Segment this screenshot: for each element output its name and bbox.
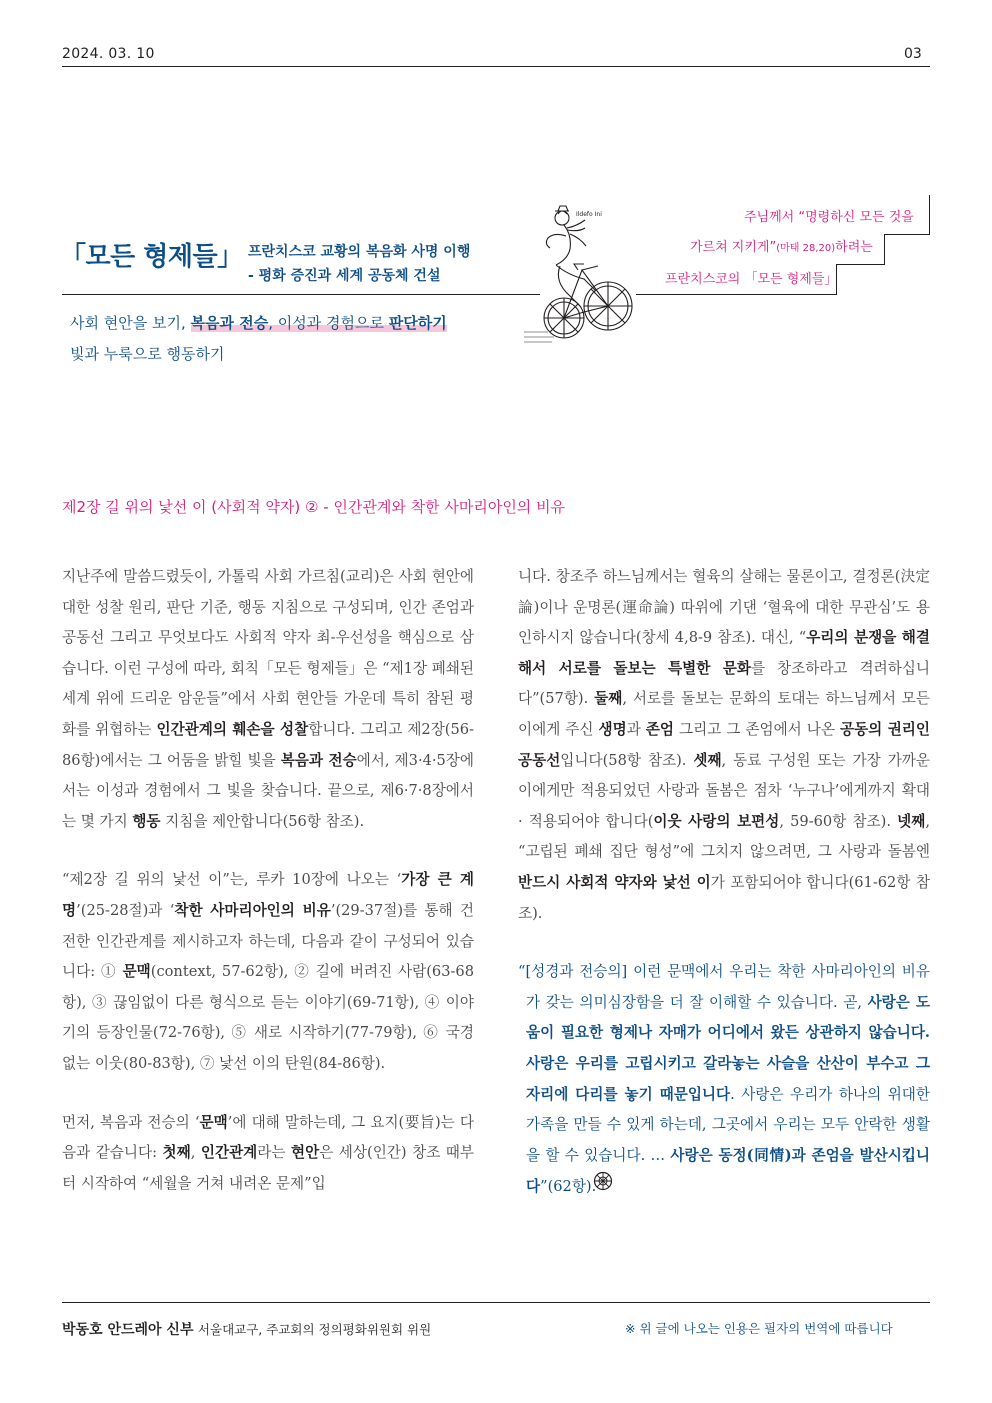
body-text: 라는 [257,1144,291,1162]
step-text-1: 주님께서 “명령하신 모든 것을 [744,210,914,225]
approach-see: 사회 현안을 보기, [70,314,191,332]
body-text: , 59-60항 참조). [779,812,898,830]
approach-line-2: 빛과 누룩으로 행동하기 [70,345,225,363]
subtitle-line-1: 프란치스코 교황의 복음화 사명 이행 [248,244,471,260]
approach-line-1 [70,312,447,333]
body-text: 은 세상(인간) 창조 때부터 시작하여 “세월을 거쳐 내려온 문제”입 [62,1144,475,1192]
body-text: ’(29-37절)를 통해 건전한 인간관계를 제시하고자 하는데, 다음과 같이 구성되어 있습니다: ① [62,901,474,981]
emphasis-text: 문맥 [122,963,151,981]
body-text: “제2장 길 위의 낯선 이”는, 루카 10장에 나오는 ‘ [62,871,402,889]
approach-reason: , 이성과 경험으로 [268,314,389,332]
emphasis-text: 이웃 사랑의 보편성 [653,812,780,830]
body-text: “[성경과 전승의] 이런 문맥에서 우리는 착한 사마리아인의 비유가 갖는 의미심장함을 더 잘 이해할 수 있습니다. 곧, [518,963,930,1011]
translation-note: ※ 위 글에 나오는 인용은 필자의 번역에 따릅니다 [625,1321,893,1336]
body-text: 가 포함되어야 합니다(61-62항 참조). [518,873,930,922]
body-text: ’에 대해 말하는데, 그 요지(要旨)는 다음과 같습니다: [62,1113,474,1162]
left-column [62,562,474,1199]
emphasis-text: 사랑은 동정(同情)과 존엄을 발산시킵니다 [526,1146,930,1196]
body-text: 입니다(58항 참조). [560,751,694,769]
quote-text [518,963,930,1195]
header-rule [62,66,930,67]
emphasis-text: 반드시 사회적 약자와 낯선 이 [518,873,711,891]
step-text-3: 프란치스코의 「모든 형제들」 [665,272,838,287]
body-text: 에서, 제3·4·5장에서는 이성과 경험에서 그 빛을 찾습니다. 끝으로, 제6·7·8장에서는 몇 가지 [62,751,474,830]
series-title: 「모든 형제들」 [60,242,243,272]
illustration-caption: Ildefo Ini [576,211,602,218]
body-text: ’(25-28절)과 ‘ [76,901,175,919]
cyclist-illustration [520,200,640,360]
left-paragraph-3 [62,1108,474,1200]
masthead-rule [62,294,540,295]
emphasis-text: 착한 사마리아인의 비유 [174,901,331,919]
encyclical-quote [518,957,930,1203]
emphasis-text: 복음과 전승 [280,751,357,769]
body-text: 먼저, 복음과 전승의 ‘ [62,1113,200,1131]
body-text: (context, 57-62항), ② 길에 버려진 사람(63-68항), ③ 끊임없이 다른 형식으로 듣는 이야기(69-71항), ④ 이야기의 등장인물(72-76항), ⑤ 새로 시작하기(77-79항), ⑥ 국경 없는 이웃(80-83항), ⑦ 낯선 이의 탄원(84-86항). [62,963,474,1072]
step-text-2-end: 하려는 [835,240,873,255]
step-line [884,234,930,235]
author-credit [62,1319,431,1339]
right-column [518,562,930,1203]
footer-rule [62,1302,930,1303]
cross-icon [601,1171,613,1203]
emphasis-text: 사랑은 도움이 필요한 형제나 자매가 어디에서 왔든 상관하지 않습니다. 사랑은 우리를 고립시키고 갈라놓는 사슬을 산산이 부수고 그 자리에 다리를 놓기 때문입니다 [526,993,930,1103]
step-line [836,264,884,265]
issue-date: 2024. 03. 10 [62,46,155,62]
emphasis-text: 생명 [598,720,627,738]
approach-gospel: 복음과 전승 [190,314,269,332]
emphasis-text: 문맥 [199,1113,228,1131]
chapter-title: 제2장 길 위의 낯선 이 (사회적 약자) ② - 인간관계와 착한 사마리아인의 비유 [62,498,566,516]
body-text: 그리고 그 존엄에서 나온 [674,720,840,738]
emphasis-text: 가장 큰 계명 [62,871,474,919]
subtitle-line-2: - 평화 증진과 세계 공동체 건설 [248,268,441,284]
emphasis-text: 공동의 권리인 공동선 [518,720,930,769]
emphasis-text: 인간관계의 훼손을 성찰 [156,720,309,738]
emphasis-text: 넷째 [897,812,926,830]
step-line [884,234,885,265]
emphasis-text: 둘째 [594,690,623,708]
series-subtitle [248,240,470,288]
left-paragraph-2 [62,865,474,1079]
step-text-2-ref: (마태 28,20) [776,243,836,254]
body-text: , “고립된 폐쇄 집단 형성”에 그치지 않으려면, 그 사랑과 돌봄엔 [518,812,930,861]
emphasis-text: 현안 [291,1144,320,1162]
body-text: 지침을 제안합니다(56항 참조). [160,812,365,830]
body-text: , 동료 구성원 또는 가장 가까운 이에게만 적용되었던 사랑과 돌봄은 점차 ‘누구나’에게까지 확대 · 적용되어야 합니다( [518,751,930,830]
step-text-2 [690,236,873,255]
emphasis-text: 존엄 [645,720,674,738]
body-text: . 사랑은 우리가 하나의 위대한 가족을 만들 수 있게 하는데, 그곳에서 우리는 모두 안락한 생활을 할 수 있습니다. … [526,1085,930,1164]
masthead-rule-right [636,294,836,295]
emphasis-text: 셋째 [693,751,722,769]
body-text: 과 [626,720,646,738]
body-text: 를 창조하라고 격려하십니다”(57항). [518,659,931,708]
author-role: 서울대교구, 주교회의 정의평화위원회 위원 [197,1322,432,1337]
bicycle-icon [520,200,640,360]
emphasis-text: 행동 [132,812,161,830]
step-text-2-main: 가르쳐 지키게” [690,240,777,255]
emphasis-text: 우리의 분쟁을 해결해서 서로를 돌보는 특별한 문화 [518,629,930,677]
body-text: , 서로를 돌보는 문화의 토대는 하느님께서 모든 이에게 주신 [518,690,930,738]
body-text: , [190,1144,201,1162]
body-text: ”(62항). [540,1178,597,1196]
approach-judge: 판단하기 [388,314,447,332]
author-name: 박동호 안드레아 신부 [62,1322,194,1338]
page-number: 03 [904,46,922,62]
body-text: 니다. 창조주 하느님께서는 혈육의 살해는 물론이고, 결정론(決定論)이나 운명론(運命論) 따위에 기댄 ‘혈육에 대한 무관심’도 용인하시지 않습니다(창세 4,8-9 참조). 대신, “ [518,568,930,647]
body-text: 합니다. 그리고 제2장(56-86항)에서는 그 어둠을 밝힐 빛을 [62,720,474,769]
step-line [929,195,930,235]
right-paragraph-1 [518,562,930,929]
emphasis-text: 첫째 [162,1144,191,1162]
left-paragraph-1 [62,562,474,837]
emphasis-text: 인간관계 [200,1144,258,1162]
body-text: 지난주에 말씀드렸듯이, 가톨릭 사회 가르침(교리)은 사회 현안에 대한 성찰 원리, 판단 기준, 행동 지침으로 구성되며, 인간 존엄과 공동선 그리고 무엇보다도 사회적 약자 최-우선성을 핵심으로 삼습니다. 이런 구성에 따라, 회칙「모든 형제들」은 “제1장 폐쇄된 세계 위에 드리운 암운들”에서 사회 현안들 가운데 특히 참된 평화를 위협하는 [62,568,474,738]
